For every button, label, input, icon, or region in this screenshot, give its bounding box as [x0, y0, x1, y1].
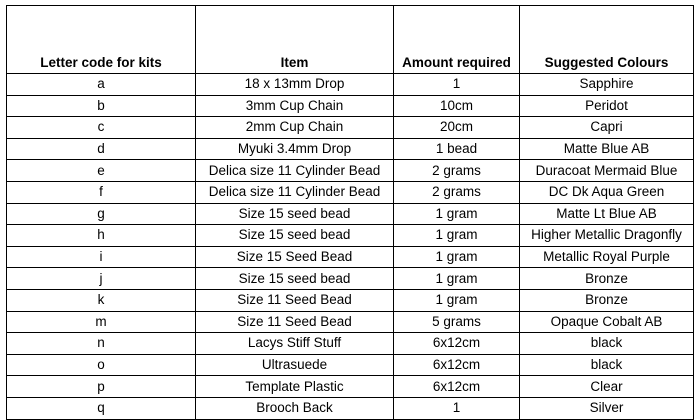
cell-item: Size 11 Seed Bead — [196, 289, 394, 311]
cell-amount: 1 — [394, 397, 520, 419]
cell-colour: Metallic Royal Purple — [520, 246, 694, 268]
cell-item: Template Plastic — [196, 376, 394, 398]
table-row — [7, 138, 694, 160]
kit-materials-table — [6, 5, 694, 420]
table-row — [7, 181, 694, 203]
cell-letter-code: n — [7, 333, 196, 355]
cell-letter-code: p — [7, 376, 196, 398]
cell-letter-code: q — [7, 397, 196, 419]
cell-colour: black — [520, 354, 694, 376]
cell-item: Size 15 seed bead — [196, 225, 394, 247]
cell-colour: Matte Blue AB — [520, 138, 694, 160]
kit-materials-sheet — [6, 5, 694, 420]
cell-amount: 1 gram — [394, 289, 520, 311]
table-row — [7, 95, 694, 117]
cell-letter-code: j — [7, 268, 196, 290]
cell-amount: 20cm — [394, 117, 520, 139]
cell-amount: 6x12cm — [394, 376, 520, 398]
cell-colour: Bronze — [520, 289, 694, 311]
cell-colour: Bronze — [520, 268, 694, 290]
cell-letter-code: h — [7, 225, 196, 247]
cell-item: Lacys Stiff Stuff — [196, 333, 394, 355]
table-row — [7, 354, 694, 376]
table-row — [7, 117, 694, 139]
header-row — [7, 6, 694, 74]
table-row — [7, 397, 694, 419]
cell-amount: 1 gram — [394, 225, 520, 247]
cell-item: Myuki 3.4mm Drop — [196, 138, 394, 160]
cell-amount: 1 gram — [394, 246, 520, 268]
cell-colour: Capri — [520, 117, 694, 139]
table-row — [7, 268, 694, 290]
header-suggested-colours: Suggested Colours — [520, 6, 694, 74]
table-row — [7, 333, 694, 355]
cell-letter-code: d — [7, 138, 196, 160]
cell-letter-code: i — [7, 246, 196, 268]
cell-letter-code: k — [7, 289, 196, 311]
cell-colour: black — [520, 333, 694, 355]
table-body — [7, 74, 694, 420]
cell-letter-code: a — [7, 74, 196, 96]
cell-colour: DC Dk Aqua Green — [520, 181, 694, 203]
header-amount-required: Amount required — [394, 6, 520, 74]
table-row — [7, 246, 694, 268]
cell-item: Size 15 seed bead — [196, 203, 394, 225]
cell-colour: Duracoat Mermaid Blue — [520, 160, 694, 182]
cell-item: Ultrasuede — [196, 354, 394, 376]
cell-item: 3mm Cup Chain — [196, 95, 394, 117]
cell-letter-code: m — [7, 311, 196, 333]
cell-letter-code: o — [7, 354, 196, 376]
cell-colour: Clear — [520, 376, 694, 398]
cell-amount: 1 bead — [394, 138, 520, 160]
cell-amount: 1 gram — [394, 268, 520, 290]
cell-item: Size 15 Seed Bead — [196, 246, 394, 268]
cell-colour: Silver — [520, 397, 694, 419]
table-row — [7, 225, 694, 247]
cell-item: Size 11 Seed Bead — [196, 311, 394, 333]
cell-colour: Higher Metallic Dragonfly — [520, 225, 694, 247]
cell-colour: Opaque Cobalt AB — [520, 311, 694, 333]
cell-amount: 6x12cm — [394, 354, 520, 376]
cell-amount: 10cm — [394, 95, 520, 117]
cell-amount: 1 gram — [394, 203, 520, 225]
cell-amount: 6x12cm — [394, 333, 520, 355]
cell-item: Delica size 11 Cylinder Bead — [196, 181, 394, 203]
header-letter-code: Letter code for kits — [7, 6, 196, 74]
cell-letter-code: c — [7, 117, 196, 139]
table-row — [7, 203, 694, 225]
table-row — [7, 311, 694, 333]
table-row — [7, 289, 694, 311]
cell-item: Delica size 11 Cylinder Bead — [196, 160, 394, 182]
cell-amount: 1 — [394, 74, 520, 96]
header-item: Item — [196, 6, 394, 74]
cell-item: Brooch Back — [196, 397, 394, 419]
cell-item: 2mm Cup Chain — [196, 117, 394, 139]
table-row — [7, 160, 694, 182]
cell-item: Size 15 seed bead — [196, 268, 394, 290]
cell-amount: 2 grams — [394, 181, 520, 203]
cell-amount: 5 grams — [394, 311, 520, 333]
table-row — [7, 376, 694, 398]
cell-letter-code: b — [7, 95, 196, 117]
cell-colour: Matte Lt Blue AB — [520, 203, 694, 225]
cell-amount: 2 grams — [394, 160, 520, 182]
cell-letter-code: g — [7, 203, 196, 225]
cell-item: 18 x 13mm Drop — [196, 74, 394, 96]
cell-colour: Sapphire — [520, 74, 694, 96]
cell-colour: Peridot — [520, 95, 694, 117]
cell-letter-code: e — [7, 160, 196, 182]
table-row — [7, 74, 694, 96]
cell-letter-code: f — [7, 181, 196, 203]
